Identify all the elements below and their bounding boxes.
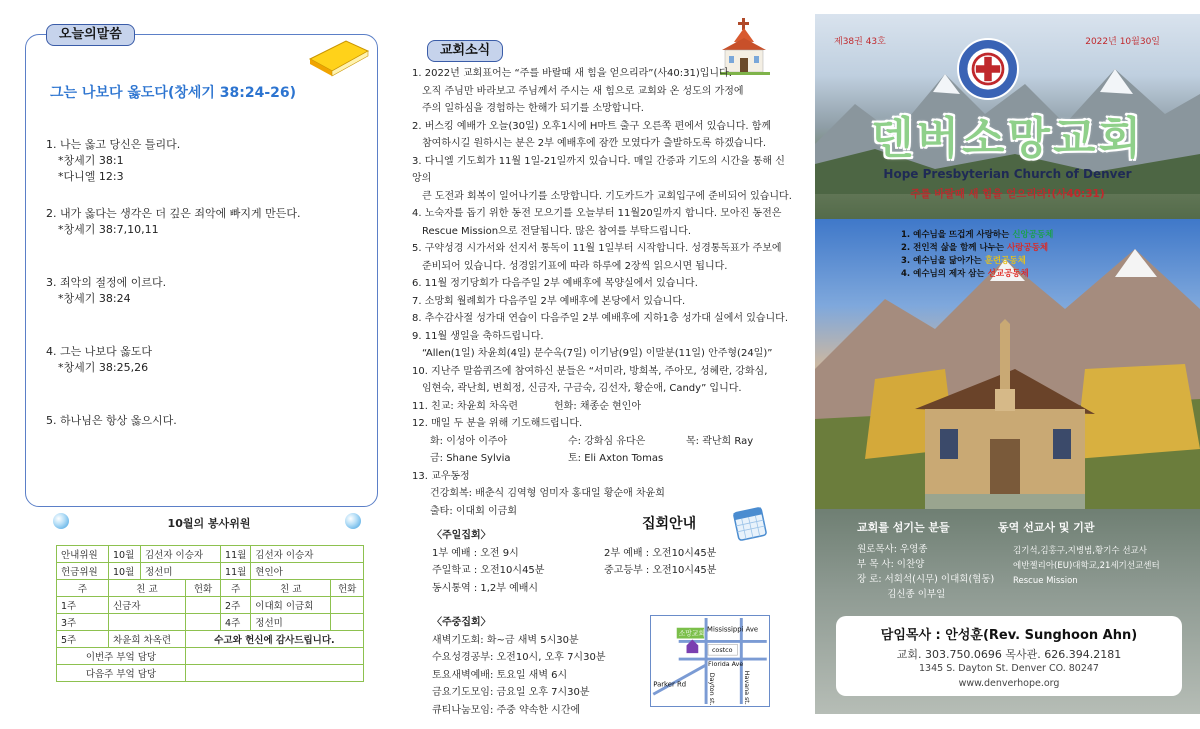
bubble-icon: [345, 513, 361, 529]
church-website[interactable]: www.denverhope.org: [958, 678, 1060, 689]
bulletin-date: 2022년 10월30일: [1085, 37, 1160, 47]
sermon-point: 2. 내가 옳다는 생각은 더 깊은 죄악에 빠지게 만든다. *창세기 38:7,10,11: [46, 207, 301, 236]
missions-list: 김기석,김홍구,지병범,황기수 선교사 에반젤리아(EU)대학교,21세기선교센터 Rescue Mission: [1013, 546, 1160, 586]
gathering-title: 집회안내: [642, 516, 697, 532]
church-motto: 주를 바랄때 새 힘을 얻으리라!(사40:31): [910, 188, 1105, 200]
phone-numbers: 교회. 303.750.0696 목사관. 626.394.2181: [896, 648, 1122, 661]
cover-header: [815, 14, 1200, 219]
church-vision-list: 1. 예수님을 뜨겁게 사랑하는 신앙공동체 2. 전인적 삶을 함께 나누는 사랑공동체 3. 예수님을 닮아가는 훈련공동체 4. 예수님의 제자 삼는 선교공동체: [901, 230, 1054, 279]
table-row: 안내위원 10월 김선자 이승자 11월 김선자 이승자: [57, 546, 364, 563]
table-row: 3주 4주 정선미: [57, 614, 364, 631]
map-dayton-label: Dayton st.: [708, 672, 715, 706]
table-row: 주 친 교 헌화 주 친 교 헌화: [57, 580, 364, 597]
church-english-name: Hope Presbyterian Church of Denver: [883, 167, 1132, 181]
missions-title: 동역 선교사 및 기관: [998, 521, 1095, 534]
map-church-label: 소망교회: [678, 629, 706, 638]
todays-word-tag: 오늘의말씀: [46, 24, 135, 46]
table-row: 다음주 부엌 담당: [57, 665, 364, 682]
sermon-point: 3. 죄악의 절정에 이르다. *창세기 38:24: [46, 276, 167, 305]
senior-pastor: 담임목사 : 안성훈(Rev. Sunghoon Ahn): [880, 628, 1138, 643]
table-row: 5주 차윤희 차옥련 수고와 헌신에 감사드립니다.: [57, 631, 364, 648]
volume-number: 제38권 43호: [834, 37, 886, 47]
map-parker-label: Parker Rd: [653, 680, 687, 689]
gathering-schedule: 〈주일집회〉 1부 예배 : 오전 9시 2부 예배 : 오전10시45분 주일학교 : 오전10시45분 중고등부 : 오전10시45분 동시통역 : 1,2부 예배시 〈주중집회〉 새벽기도회: 화~금 새벽 5시30분 수요성경공부: 오전10시, 오후 7시30분 토요새벽예배: 토요일 새벽 6시 금요기도모임: 금요일 오후 7시30분 큐티나눔모임: 주중 약속한 시간에: [432, 530, 717, 716]
pastor-contact-box: [836, 616, 1182, 696]
table-row: 1주 신금자 2주 이대회 이금회: [57, 597, 364, 614]
church-name: 덴버소망교회: [870, 113, 1145, 164]
staff-list: 원로목사: 우영종 부 목 사: 이찬양 장 로: 서회석(시무) 이대회(협동) 김신종 이부일: [857, 544, 995, 600]
duty-table: [56, 545, 364, 682]
sermon-points: [46, 137, 366, 429]
duty-title: 10월의 봉사위원: [167, 517, 251, 530]
cover-panel: [815, 14, 1200, 714]
church-address: 1345 S. Dayton St. Denver CO. 80247: [919, 663, 1099, 674]
sermon-point: 5. 하나님은 항상 옳으시다.: [46, 414, 177, 427]
servants-title: 교회를 섬기는 분들: [857, 521, 950, 534]
church-news-list: 1. 2022년 교회표어는 “주를 바랄때 새 힘을 얻으리라”(사40:31)입니다. 오직 주님만 바라보고 주님께서 주시는 새 힘으로 교회와 온 성도의 가정에 주의 일하심을 경험하는 한해가 되기를 소망합니다. 2. 버스킹 예배가 오늘(30일) 오후1시에 H마트 출구 오른쪽 편에서 있습니다. 함께 참여하시길 원하시는 분은 2부 예배후에 잠깐 모였다가 출발하도록 하겠습니다. 3. 다니엘 기도회가 11월 1일-21일까지 있습니다. 매일 간증과 기도의 시간을 통해 신앙의 큰 도전과 회복이 일어나기를 소망합니다. 기도카드가 교회입구에 준비되어 있습니다. 4. 노숙자를 돕기 위한 동전 모으기를 오늘부터 11월20일까지 합니다. 모아진 동전은 Rescue Mission으로 전달됩니다. 많은 참여를 부탁드립니다. 5. 구약성경 시가서와 선지서 통독이 11월 1일부터 시작합니다. 성경통독표가 주보에 준비되어 있습니다. 성경읽기표에 따라 하루에 2장씩 읽으시면 됩니다. 6. 11월 정기당회가 다음주일 2부 예배후에 목양실에서 있습니다. 7. 소망회 월례회가 다음주일 2부 예배후에 본당에서 있습니다. 8. 추수감사절 성가대 연습이 다음주일 2부 예배후에 지하1층 성가대 실에서 있습니다. 9. 11월 생일을 축하드립니다. “Allen(1일) 차윤희(4일) 문수옥(7일) 이기남(9일) 이말분(11일) 안주형(24일)” 10. 지난주 말씀퀴즈에 참여하신 분들은 “서미라, 방희복, 주아모, 성혜란, 강화심, 임현숙, 곽난희, 변희정, 신금자, 구금숙, 김선자, 황순애, Candy” 입니다. 11. 친교: 차윤희 차옥련 헌화: 채종순 현인아 12. 매일 두 분을 위해 기도해드립니다. 화: 이성아 이주아 수: 강화심 유다은 목: 곽난희 Ray 금: Shane Sylvia 토: Eli Axton Tomas 13. 교우동정 건강회복: 배춘식 김역형 엄미자 홍대일 황순애 차윤희 출타: 이대회 이금회: [412, 68, 792, 517]
church-info: [815, 509, 1200, 714]
map-florida-label: Florida Ave: [708, 660, 744, 668]
map-mississippi-label: Mississippi Ave: [707, 625, 759, 634]
church-seal-icon: [957, 38, 1019, 100]
sermon-point: 1. 나는 옳고 당신은 틀리다. *창세기 38:1 *다니엘 12:3: [46, 138, 181, 183]
verse-title: 그는 나보다 옳도다(창세기 38:24-26): [50, 85, 297, 101]
table-row: 이번주 부엌 담당: [57, 648, 364, 665]
book-icon: [306, 37, 372, 77]
sermon-point: 4. 그는 나보다 옳도다 *창세기 38:25,26: [46, 345, 152, 374]
sermon-box: [25, 27, 378, 507]
location-map: [650, 615, 770, 707]
church-photo: [815, 219, 1200, 509]
table-row: 헌금위원 10월 정선미 11월 현인아: [57, 563, 364, 580]
map-costco-label: costco: [711, 647, 733, 655]
church-news-tag: 교회소식: [427, 40, 503, 62]
map-havana-label: Havana st.: [743, 670, 751, 705]
